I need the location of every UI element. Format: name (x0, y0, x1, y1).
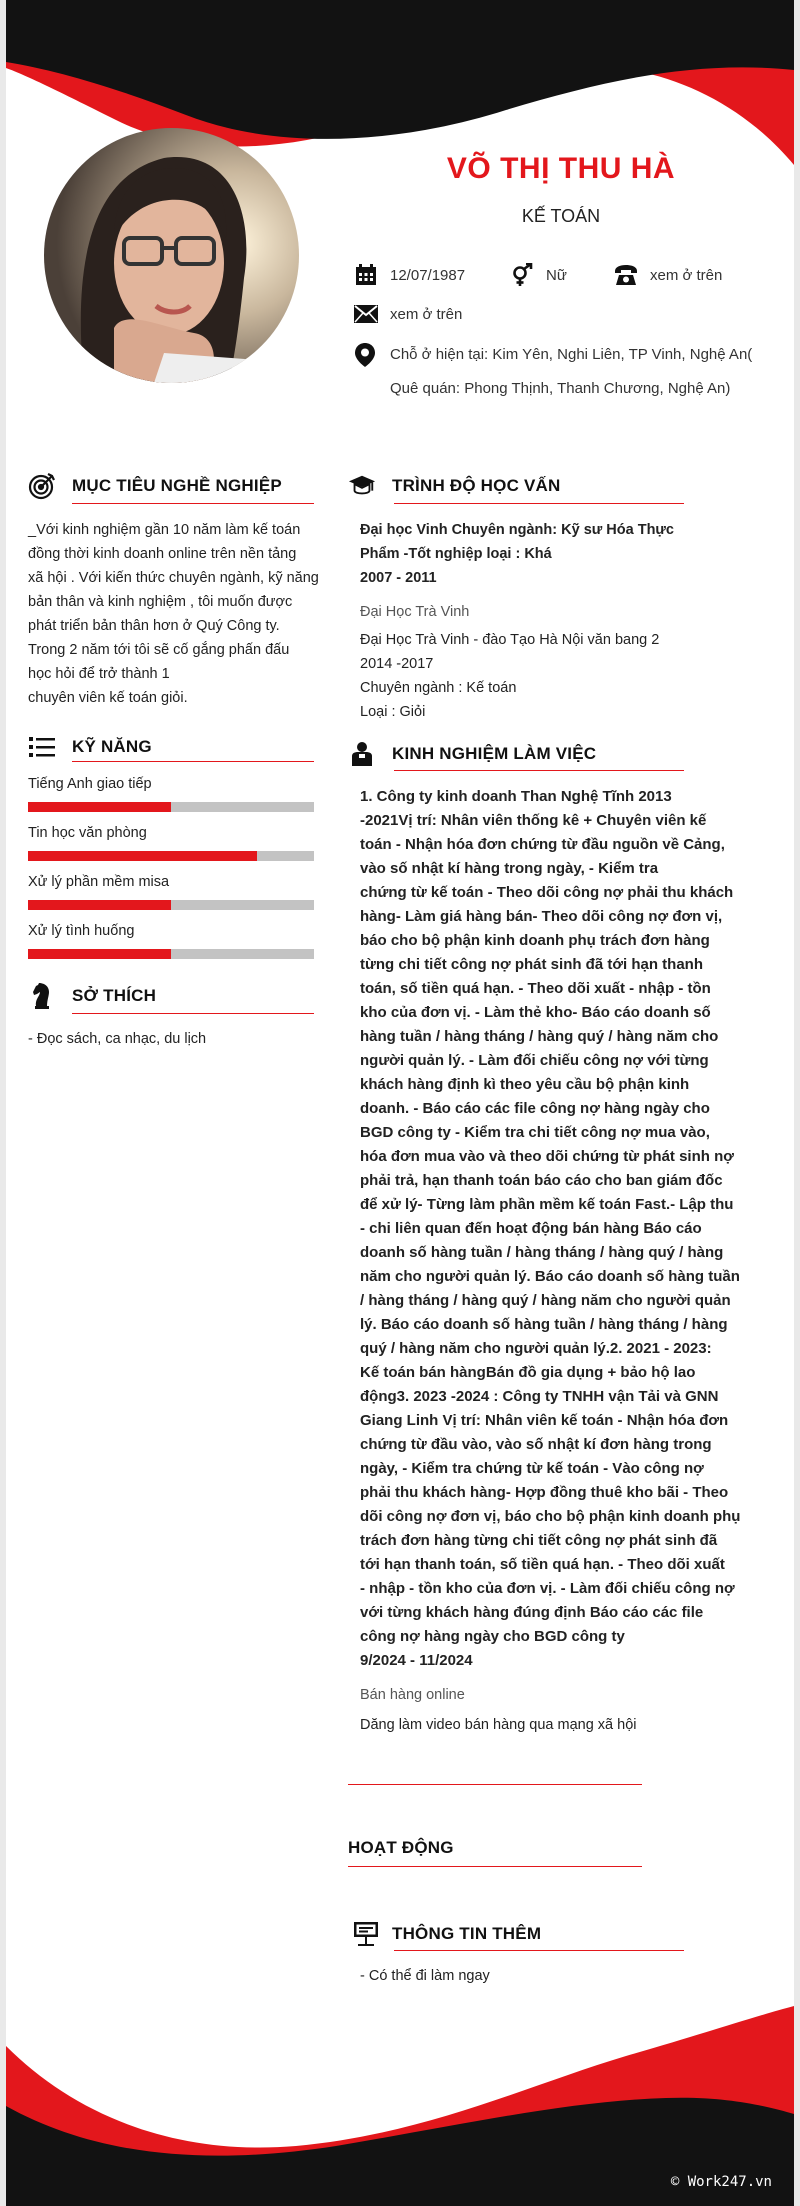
experience-line: tới hạn thanh toán, số tiền quá hạn. - Theo dõi xuất (360, 1556, 725, 1573)
activities-heading (348, 1838, 454, 1858)
objective-title: MỤC TIÊU NGHỀ NGHIỆP (72, 476, 282, 495)
objective-line: Trong 2 năm tới tôi sẽ cố gắng phấn đấu (28, 642, 290, 658)
phone-value: xem ở trên (650, 266, 723, 284)
hobbies-heading (28, 982, 156, 1010)
skill-bar (28, 802, 314, 812)
education-school2-line: Đại Học Trà Vinh - đào Tạo Hà Nội văn bang 2 (360, 632, 660, 648)
education-underline (394, 503, 684, 504)
objective-line: chuyên viên kế toán giỏi. (28, 690, 188, 706)
skills-title: KỸ NĂNG (72, 737, 152, 756)
presentation-board-icon (352, 1920, 380, 1948)
education-school2-grade: Loại : Giỏi (360, 704, 426, 720)
experience-line: 1. Công ty kinh doanh Than Nghệ Tĩnh 2013 (360, 788, 672, 805)
experience-line: phải thu khách hàng- Hợp đồng thuê kho bãi - Theo (360, 1484, 729, 1501)
avatar (44, 128, 299, 383)
experience-line: phải trả, hạn thanh toán báo cáo cho ban giám đốc (360, 1172, 723, 1189)
hobbies-underline (72, 1013, 314, 1014)
address-item (354, 338, 784, 406)
objective-line: phát triển bản thân hơn ở Quý Công ty. (28, 618, 280, 634)
experience-title: KINH NGHIỆM LÀM VIỆC (392, 744, 597, 763)
gender-icon (510, 263, 534, 287)
candidate-name: VÕ THỊ THU HÀ (446, 152, 676, 185)
education-school1-period: 2007 - 2011 (360, 570, 437, 586)
experience-line: / hàng tháng / hàng quý / hàng năm cho người quản (360, 1292, 731, 1309)
experience-line: chứng từ đầu vào, vào số nhật kí đơn hàng trong (360, 1436, 712, 1453)
experience-line: toán, số tiền quá hạn. - Theo dõi xuất - nhập - tồn (360, 980, 711, 997)
phone-item (614, 263, 722, 287)
address-current: Chỗ ở hiện tại: Kim Yên, Nghi Liên, TP Vinh, Nghệ An( (390, 346, 753, 363)
skill-name: Xử lý phần mềm misa (28, 874, 170, 890)
extra-info-underline (394, 1950, 684, 1951)
skill-name: Tin học văn phòng (28, 825, 147, 841)
education-school1-line: Đại học Vinh Chuyên ngành: Kỹ sư Hóa Thực (360, 522, 674, 538)
experience-line: -2021Vị trí: Nhân viên thống kê + Chuyên viên kế (360, 812, 707, 829)
location-pin-icon (354, 342, 378, 366)
envelope-icon (354, 302, 378, 326)
experience-line: ngày, - Kiểm tra chứng từ kế toán - Vào công nợ (360, 1460, 704, 1477)
experience-line: quý / hàng năm cho người quản lý.2. 2021 - 2023: (360, 1340, 712, 1357)
experience-line: với từng khách hàng đúng định Báo cáo các file (360, 1604, 704, 1621)
experience-line: người quản lý. - Làm đối chiếu công nợ với từng (360, 1052, 709, 1069)
experience-line: hàng- Làm giá hàng bán- Theo dõi công nợ đơn vị, (360, 908, 723, 925)
extra-info-text: - Có thể đi làm ngay (360, 1968, 490, 1984)
chess-knight-icon (28, 982, 56, 1010)
briefcase-icon (348, 740, 376, 768)
objective-underline (72, 503, 314, 504)
education-title: TRÌNH ĐỘ HỌC VẤN (392, 476, 561, 495)
objective-line: _Với kinh nghiệm gần 10 năm làm kế toán (28, 522, 301, 538)
objective-line: học hỏi để trở thành 1 (28, 666, 170, 682)
email-item (354, 302, 462, 326)
experience-line: từng chi tiết công nợ phát sinh đã tới hạn thanh (360, 956, 704, 973)
experience-line: doanh số hàng tuần / hàng tháng / hàng quý / hàng (360, 1244, 724, 1261)
experience-line: - chi liên quan đến hoạt động bán hàng Báo cáo (360, 1220, 702, 1237)
cv-page (6, 0, 794, 2206)
activities-underline (348, 1866, 642, 1867)
experience-line: Giang Linh Vị trí: Nhân viên kế toán - Nhận hóa đơn (360, 1412, 729, 1429)
experience-line: để xử lý- Từng làm phần mềm kế toán Fast.- Lập thu (360, 1196, 734, 1213)
experience-line: kho của đơn vị. - Làm thẻ kho- Báo cáo doanh số (360, 1004, 711, 1021)
education-school2-name: Đại Học Trà Vinh (360, 604, 470, 620)
experience-line: chứng từ kế toán - Theo dõi công nợ phải thu khách (360, 884, 734, 901)
gender-item (510, 263, 567, 287)
job-title: KẾ TOÁN (521, 206, 601, 226)
skill-bar-fill (28, 802, 171, 812)
skill-bar-fill (28, 851, 257, 861)
skill-bar (28, 851, 314, 861)
skill-name: Tiếng Anh giao tiếp (28, 776, 152, 792)
target-icon (28, 472, 56, 500)
skill-bar (28, 949, 314, 959)
experience-description (360, 785, 742, 1673)
skills-heading (28, 733, 152, 761)
experience-line: hàng tuần / hàng tháng / hàng quý / hàng năm cho (360, 1028, 719, 1045)
extra-info-title: THÔNG TIN THÊM (392, 1924, 542, 1943)
objective-line: đồng thời kinh doanh online trên nền tảng (28, 546, 297, 562)
objective-heading (28, 472, 282, 500)
experience-line: trách đơn hàng từng chi tiết công nợ phát sinh đã (360, 1532, 718, 1549)
experience-line: công nợ hàng ngày cho BGD công ty (360, 1628, 625, 1645)
education-school2-period: 2014 -2017 (360, 656, 434, 672)
experience-line: lý. Báo cáo doanh số hàng tuần / hàng tháng / hàng (360, 1316, 728, 1333)
birthday-value: 12/07/1987 (390, 266, 466, 284)
education-heading (348, 472, 560, 500)
objective-text (28, 518, 328, 710)
experience-line: năm cho người quản lý. Báo cáo doanh số hàng tuần (360, 1268, 740, 1285)
skill-bar-fill (28, 900, 171, 910)
experience-job2-desc: Dăng làm video bán hàng qua mạng xã hội (360, 1717, 637, 1733)
hobbies-text: - Đọc sách, ca nhạc, du lịch (28, 1031, 207, 1047)
experience-line: báo cho bộ phận kinh doanh phụ trách đơn hàng (360, 932, 710, 949)
experience-line: dõi công nợ đơn vị, báo cho bộ phận kinh doanh phụ (360, 1508, 741, 1525)
skill-bar (28, 900, 314, 910)
copyright-footer: © Work247.vn (670, 2174, 772, 2190)
education-school2-major: Chuyên ngành : Kế toán (360, 680, 517, 696)
experience-line: động3. 2023 -2024 : Công ty TNHH vận Tải và GNN (360, 1388, 719, 1405)
skill-name: Xử lý tình huống (28, 923, 135, 939)
experience-end-divider (348, 1784, 642, 1785)
birthday-item (354, 263, 465, 287)
experience-heading (348, 740, 596, 768)
skill-bar-fill (28, 949, 171, 959)
extra-info-heading (352, 1920, 541, 1948)
education-school1-line: Phẩm -Tốt nghiệp loại : Khá (360, 546, 552, 562)
education-text (360, 518, 760, 724)
graduation-cap-icon (348, 472, 376, 500)
experience-line: hóa đơn mua vào và theo dõi chứng từ phát sinh nợ (360, 1148, 734, 1165)
objective-line: xã hội . Với kiến thức chuyên ngành, kỹ năng (28, 570, 319, 586)
experience-period: 9/2024 - 11/2024 (360, 1652, 473, 1669)
activities-title: HOẠT ĐỘNG (348, 1838, 454, 1857)
experience-line: khách hàng định kì theo yêu cầu bộ phận kinh (360, 1076, 690, 1093)
experience-line: - nhập - tồn kho của đơn vị. - Làm đối chiếu công nợ (360, 1580, 735, 1597)
address-hometown: Quê quán: Phong Thịnh, Thanh Chương, Nghệ An) (390, 380, 731, 397)
experience-line: doanh. - Báo cáo các file công nợ hàng ngày cho (360, 1100, 710, 1117)
skills-underline (72, 761, 314, 762)
calendar-icon (354, 263, 378, 287)
email-value: xem ở trên (390, 305, 463, 323)
experience-line: toán - Nhận hóa đơn chứng từ đầu nguồn về Cảng, (360, 836, 725, 853)
experience-line: BGD công ty - Kiểm tra chi tiết công nợ mua vào, (360, 1124, 710, 1141)
experience-line: vào số nhật kí hàng trong ngày, - Kiểm tra (360, 860, 659, 877)
phone-icon (614, 263, 638, 287)
experience-line: Kế toán bán hàngBán đồ gia dụng + bảo hộ lao (360, 1364, 696, 1381)
objective-line: bản thân và kinh nghiệm , tôi muốn được (28, 594, 293, 610)
gender-value: Nữ (546, 266, 567, 284)
list-icon (28, 733, 56, 761)
experience-job2-title: Bán hàng online (360, 1687, 465, 1703)
experience-underline (394, 770, 684, 771)
hobbies-title: SỞ THÍCH (72, 986, 157, 1005)
